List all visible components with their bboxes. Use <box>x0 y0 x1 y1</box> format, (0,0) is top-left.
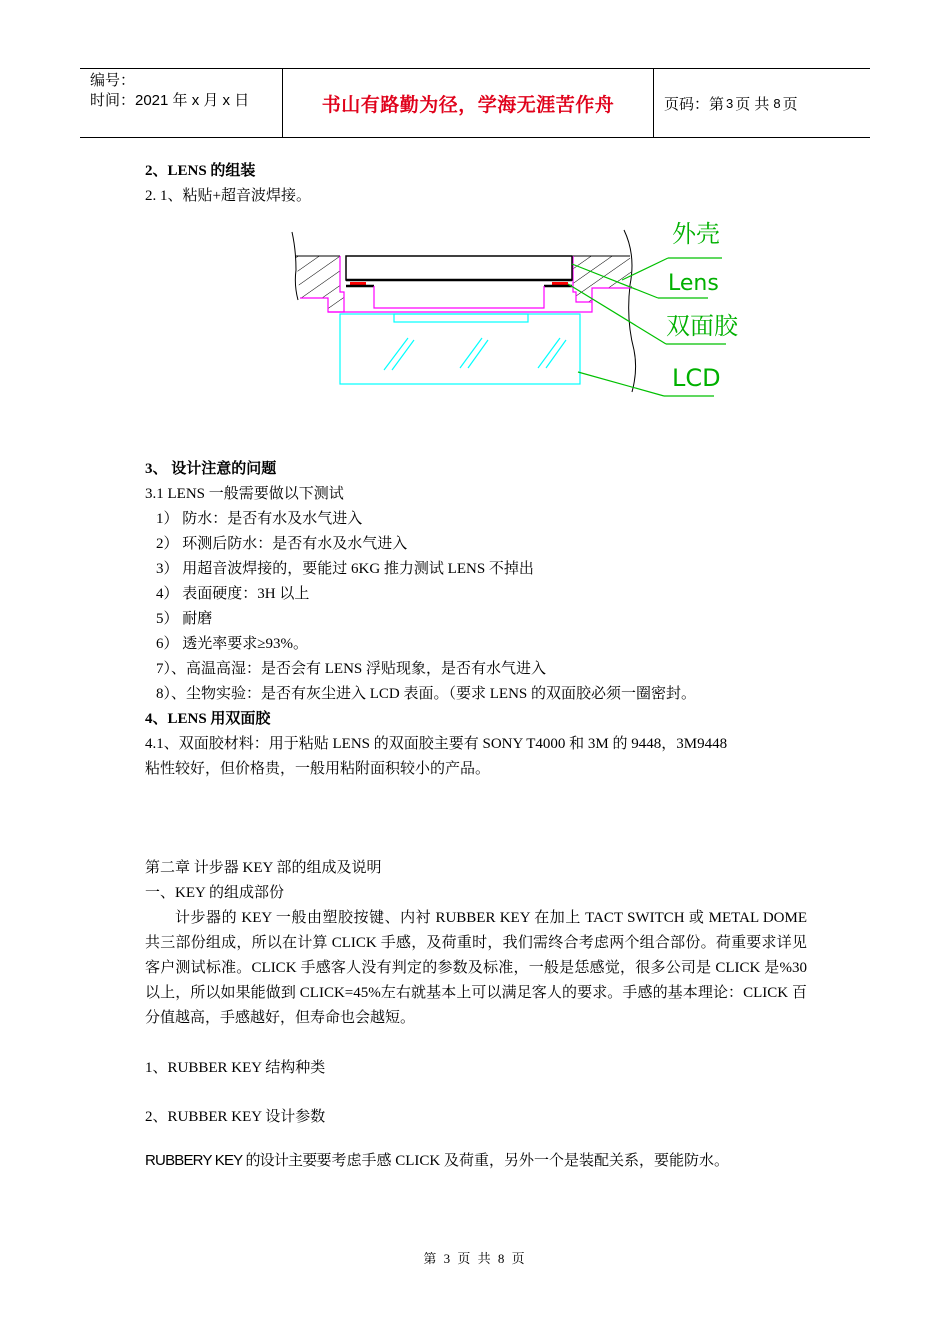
lcd-body <box>340 314 580 384</box>
chapter2-paragraph: 计步器的 KEY 一般由塑胶按键、内衬 RUBBER KEY 在加上 TACT SWITCH 或 METAL DOME 共三部份组成，所以在计算 CLICK 手感，及荷重时，我们需终合考虑两个组合部份。荷重要求详见客户测试标准。CLICK 手感客人没有判定的参数及标准，一般是恁感觉，很多公司是 CLICK 是%30 以上，所以如果能做到 CLICK=45%左右就基本上可以满足客人的要求。手感的基本理论：CLICK 百分值越高，手感越好，但寿命也会越短。 <box>145 910 807 1026</box>
list-item: 8）、尘物实验：是否有灰尘进入 LCD 表面。（要求 LENS 的双面胶必须一圈密封。 <box>156 686 697 702</box>
list-item: 2） 环测后防水：是否有水及水气进入 <box>156 536 408 552</box>
section4-line2: 粘性较好，但价格贵，一般用粘附面积较小的产品。 <box>145 761 491 777</box>
header-left-cell <box>80 69 282 137</box>
header-page-info <box>654 69 870 137</box>
document-time-label: 时间：2021 年 x 月 x 日 <box>90 92 250 109</box>
label-lens: Lens <box>668 271 719 296</box>
lens-body <box>346 256 572 280</box>
list-item: 4） 表面硬度：3H 以上 <box>156 586 310 602</box>
lens-assembly-diagram <box>280 210 740 410</box>
page-mid: 页 共 <box>735 95 770 113</box>
list-item: 6） 透光率要求≥93%。 <box>156 636 308 652</box>
header-motto: 书山有路勤为径，学海无涯苦作舟 <box>282 69 654 137</box>
housing-break-right <box>624 230 636 392</box>
last-line-part-b: 要考虑手感 CLICK 及荷重，另外一个是装配关系，要能防水。 <box>316 1153 729 1169</box>
section3-intro: 3.1 LENS 一般需要做以下测试 <box>145 486 344 502</box>
page-header <box>80 68 870 138</box>
housing-pocket <box>328 302 592 312</box>
section4-line1: 4.1、双面胶材料：用于粘贴 LENS 的双面胶主要有 SONY T4000 和 3M 的 9448，3M9448 <box>145 736 728 752</box>
page-current: 3 <box>726 95 734 111</box>
chapter2-item1: 1、RUBBER KEY 结构种类 <box>145 1060 326 1076</box>
last-line-part-a: RUBBERY KEY 的设计主要 <box>145 1152 317 1169</box>
section4-heading: 4、LENS 用双面胶 <box>145 711 271 727</box>
section2-heading: 2、LENS 的组装 <box>145 163 256 179</box>
label-housing: 外壳 <box>672 220 720 248</box>
section2-subheading: 2. 1、粘贴+超音波焊接。 <box>145 188 311 204</box>
page-prefix: 页码：第 <box>664 95 725 113</box>
document-number-label: 编号： <box>90 72 136 89</box>
list-item: 7）、高温高湿：是否会有 LENS 浮贴现象，是否有水气进入 <box>156 661 547 677</box>
leader-tape <box>568 284 666 344</box>
page-suffix: 页 <box>782 95 798 113</box>
chapter2-sub1: 一、KEY 的组成部份 <box>145 885 285 901</box>
section3-heading: 3、 设计注意的问题 <box>145 461 277 477</box>
list-item: 3） 用超音波焊接的，要能过 6KG 推力测试 LENS 不掉出 <box>156 561 534 577</box>
page-footer: 第 3 页 共 8 页 <box>423 1251 527 1266</box>
label-tape: 双面胶 <box>666 312 738 340</box>
chapter2-last-line <box>145 1151 729 1171</box>
leader-lcd <box>578 372 664 396</box>
lcd-top-step <box>394 314 528 322</box>
housing-left <box>296 256 344 312</box>
chapter2-item2: 2、RUBBER KEY 设计参数 <box>145 1109 326 1125</box>
list-item: 1） 防水：是否有水及水气进入 <box>156 511 363 527</box>
page-total: 8 <box>773 95 781 111</box>
list-item: 5） 耐磨 <box>156 611 213 627</box>
label-lcd: LCD <box>672 364 721 392</box>
chapter2-title: 第二章 计步器 KEY 部的组成及说明 <box>145 860 382 876</box>
